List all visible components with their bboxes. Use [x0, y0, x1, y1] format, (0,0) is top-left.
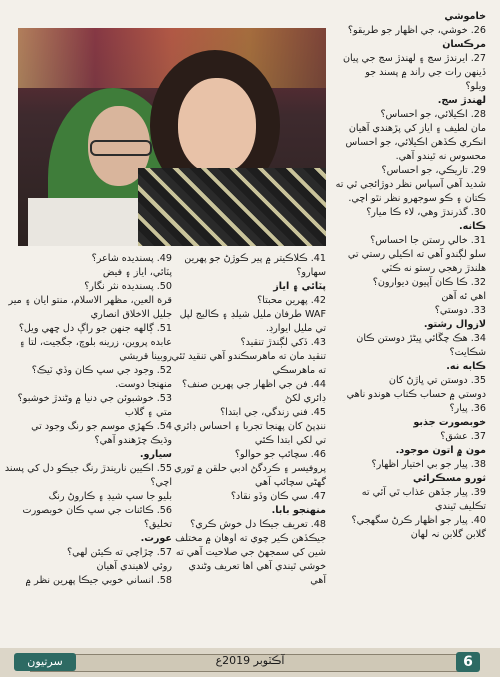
- text-line: 33. دوستي؟: [434, 305, 486, 316]
- text-line: اهي ئه آهن: [441, 291, 486, 302]
- text-line: 35. دوستن تي ڀاڙڻ کان: [388, 375, 486, 386]
- text-line: اچي؟: [150, 477, 172, 488]
- text-line: متي ۽ گلاب: [124, 407, 172, 418]
- page-number: 6: [456, 652, 480, 672]
- text-line: 45. فني زندگي، جي ابتدا؟: [220, 407, 326, 418]
- text-line: تخليق؟: [143, 519, 172, 530]
- left-column: [4, 252, 172, 588]
- text-line: 56. ڪائنات جي سڀ ڪان خوبصورت: [22, 505, 172, 516]
- text-line: 29. تاريڪي، جو احساس؟: [381, 165, 486, 176]
- text-line: 44. فن جي اظهار جي پهرين صنف؟: [181, 379, 326, 390]
- text-line: ڏينهن رات جي راند ۾ پسند جو: [365, 67, 486, 78]
- text-line: 58. انساني خوبي جيڪا پهرين نظر ۾: [25, 575, 172, 586]
- text-line: ڪانه.: [459, 221, 486, 232]
- text-line: مان لطيف ۽ اياز کي پڙهندي آهيان: [348, 123, 486, 134]
- text-line: گلابن گلابن نہ لهان: [410, 529, 486, 540]
- text-line: انڪري ڪڏهن اڪيلائي، جو احساس: [345, 137, 486, 148]
- text-line: WAF طرفان مليل شيلڊ ۽ ڪاليج لپل: [179, 309, 326, 320]
- interview-photo: [18, 28, 326, 246]
- text-line: 38. پيار جو بي اختيار اظهار؟: [371, 459, 486, 470]
- text-line: 50. پسنديده نثر نگار؟: [84, 281, 172, 292]
- text-line: خوبصورت جذبو: [413, 417, 486, 428]
- middle-column: [171, 252, 326, 588]
- text-line: جليل الاخلاق انصاري: [90, 309, 172, 320]
- text-line: مون ۾ اتون موجود.: [395, 445, 486, 456]
- magazine-name: سرتيون: [14, 653, 76, 671]
- text-line: بليو جا سڀ شيڊ ۽ ڪاروڻ رنگ: [48, 491, 172, 502]
- text-line: گهڻي سچائپ آهي: [255, 477, 326, 488]
- text-line: 52. وجود جي سڀ ڪان وڏي ٽيڪ؟: [31, 365, 172, 376]
- text-line: ننڍپڻ کان پهنجا تجربا ۽ احساس ڊائري: [173, 421, 326, 432]
- text-line: شين کي سمجهڻ جي صلاحيت آهي ته: [175, 547, 326, 558]
- text-line: دوستي ۾ حساب ڪتاب هوندو ناهي: [346, 389, 486, 400]
- text-line: پٽائي ۽ اياز: [273, 281, 326, 292]
- text-line: 34. هڪ چڱائي ڀيڻڙ دوستن ڪان: [356, 333, 486, 344]
- issue-date: آڪٽوبر 2019ع: [215, 654, 285, 667]
- text-line: 43. ڏکي لڳندڙ تنقيد؟: [240, 337, 326, 348]
- glasses: [90, 140, 152, 156]
- text-line: عورت.: [140, 533, 172, 544]
- text-line: ڪتان ۽ ڪو سوجهرو نظر نٿو اچي.: [348, 193, 486, 204]
- text-line: شڪايت؟: [449, 347, 486, 358]
- text-line: تنقيد مان ته ماهرسڪندو آهي تنقيد ٿئي: [171, 351, 326, 362]
- text-line: تي مليل ايوارڊ.: [265, 323, 326, 334]
- patterned-dress: [138, 168, 326, 246]
- text-line: تڪليف ٿيندي: [434, 501, 486, 512]
- text-line: پٽائي، اياز ۽ فيض: [102, 267, 172, 278]
- text-line: مرڪسان: [442, 39, 486, 50]
- text-line: ويلو؟: [465, 81, 486, 92]
- text-line: ثورو مسڪرائي: [412, 473, 486, 484]
- text-line: 36. پيار؟: [449, 403, 486, 414]
- text-line: 32. ڪا ڪان آپيون ديوارون؟: [372, 277, 486, 288]
- text-line: 49. پسنديده شاعر؟: [91, 253, 172, 264]
- text-line: روئي لاهيندي آهيان: [96, 561, 172, 572]
- text-line: 57. چڙاچي ته ڪيئن لهي؟: [67, 547, 172, 558]
- text-line: ڪابه نه.: [446, 361, 486, 372]
- text-line: شديد آهي آسپاس نظر دوڙائجي ٿي ته: [335, 179, 486, 190]
- text-line: 47. سي ڪان وڏو نقاد؟: [230, 491, 326, 502]
- text-line: 41. ڪلاڪيتر ۾ پير ڪوڙڻ جو پهرين: [184, 253, 326, 264]
- right-column: [334, 10, 486, 542]
- text-line: منهنجا دوست.: [115, 379, 172, 390]
- text-line: لازوال رشتو.: [423, 319, 486, 330]
- text-line: قرة العين، مظهر الاسلام، منتو ايان ۽ مير: [8, 295, 172, 306]
- text-line: سلو لڳندو آهي ته اڪيلي رستي تي: [347, 249, 486, 260]
- text-line: عابده پروين، زرينه بلوچ، جگجيت، لتا ۽: [19, 337, 172, 348]
- text-line: ته ماهرسڪي: [272, 365, 326, 376]
- text-line: 26. خوشي، جي اظهار جو طريقو؟: [347, 25, 486, 36]
- text-line: ڊائري لکڻ: [285, 393, 326, 404]
- text-line: 42. پهرين محبتا؟: [257, 295, 326, 306]
- text-line: 53. خوشبوئن جي دنيا ۾ وڻندڙ خوشبو؟: [17, 393, 172, 404]
- woman-face-right: [178, 78, 256, 174]
- text-line: منهنجو بابا.: [271, 505, 326, 516]
- text-line: 55. اڪيين ناريندڙ رنگ جيڪو دل کي پسند: [4, 463, 172, 474]
- text-line: روبينا قريشي: [119, 351, 172, 362]
- text-line: 40. پيار جو اظهار ڪرڻ سگهجي؟: [351, 515, 486, 526]
- text-line: 28. اڪيلائي، جو احساس؟: [380, 109, 486, 120]
- text-line: 31. خالي رستن جا احساس؟: [370, 235, 486, 246]
- text-line: خاموشي: [444, 11, 486, 22]
- text-line: خوشي ٿيندي آهي اها تعريف وڻندي: [188, 561, 326, 572]
- text-line: هلندڙ رهجي رستو نه ڪٽي: [381, 263, 486, 274]
- text-line: 46. سچائپ جو حوالو؟: [234, 449, 326, 460]
- text-line: آهي: [310, 575, 326, 586]
- text-line: سهارو؟: [296, 267, 326, 278]
- text-line: 30. گذرندڙ وهي، لاء ڪا ميار؟: [366, 207, 486, 218]
- text-line: 51. ڳالهه جنهن جو راڳ دل ڇهي ويل؟: [18, 323, 172, 334]
- text-line: لهندڙ سج.: [437, 95, 486, 106]
- text-line: تي لکي ابتدا ڪئي: [254, 435, 326, 446]
- text-line: 54. ڪهڙي موسم جو رنگ وجود تي: [31, 421, 172, 432]
- text-line: جيڪڏهن ڪير چوي ته اوهان ۾ مختلف: [175, 533, 326, 544]
- text-line: 39. پيار جڏهن عذاب ٿي آئي ته: [361, 487, 486, 498]
- text-line: محسوس نه ٿيندو آهي.: [395, 151, 486, 162]
- text-line: پروفيسر ۽ ڪردگڻ ادبي حلقن ۾ ٿوري: [174, 463, 326, 474]
- text-line: 37. عشق؟: [440, 431, 486, 442]
- text-line: سيارو.: [139, 449, 172, 460]
- text-line: 48. تعريف جيڪا دل خوش ڪري؟: [190, 519, 326, 530]
- text-line: 27. ايرندڙ سج ۽ لهندڙ سج جي پيان: [342, 53, 486, 64]
- text-line: وڌيڪ چڙهندو آهي؟: [94, 435, 172, 446]
